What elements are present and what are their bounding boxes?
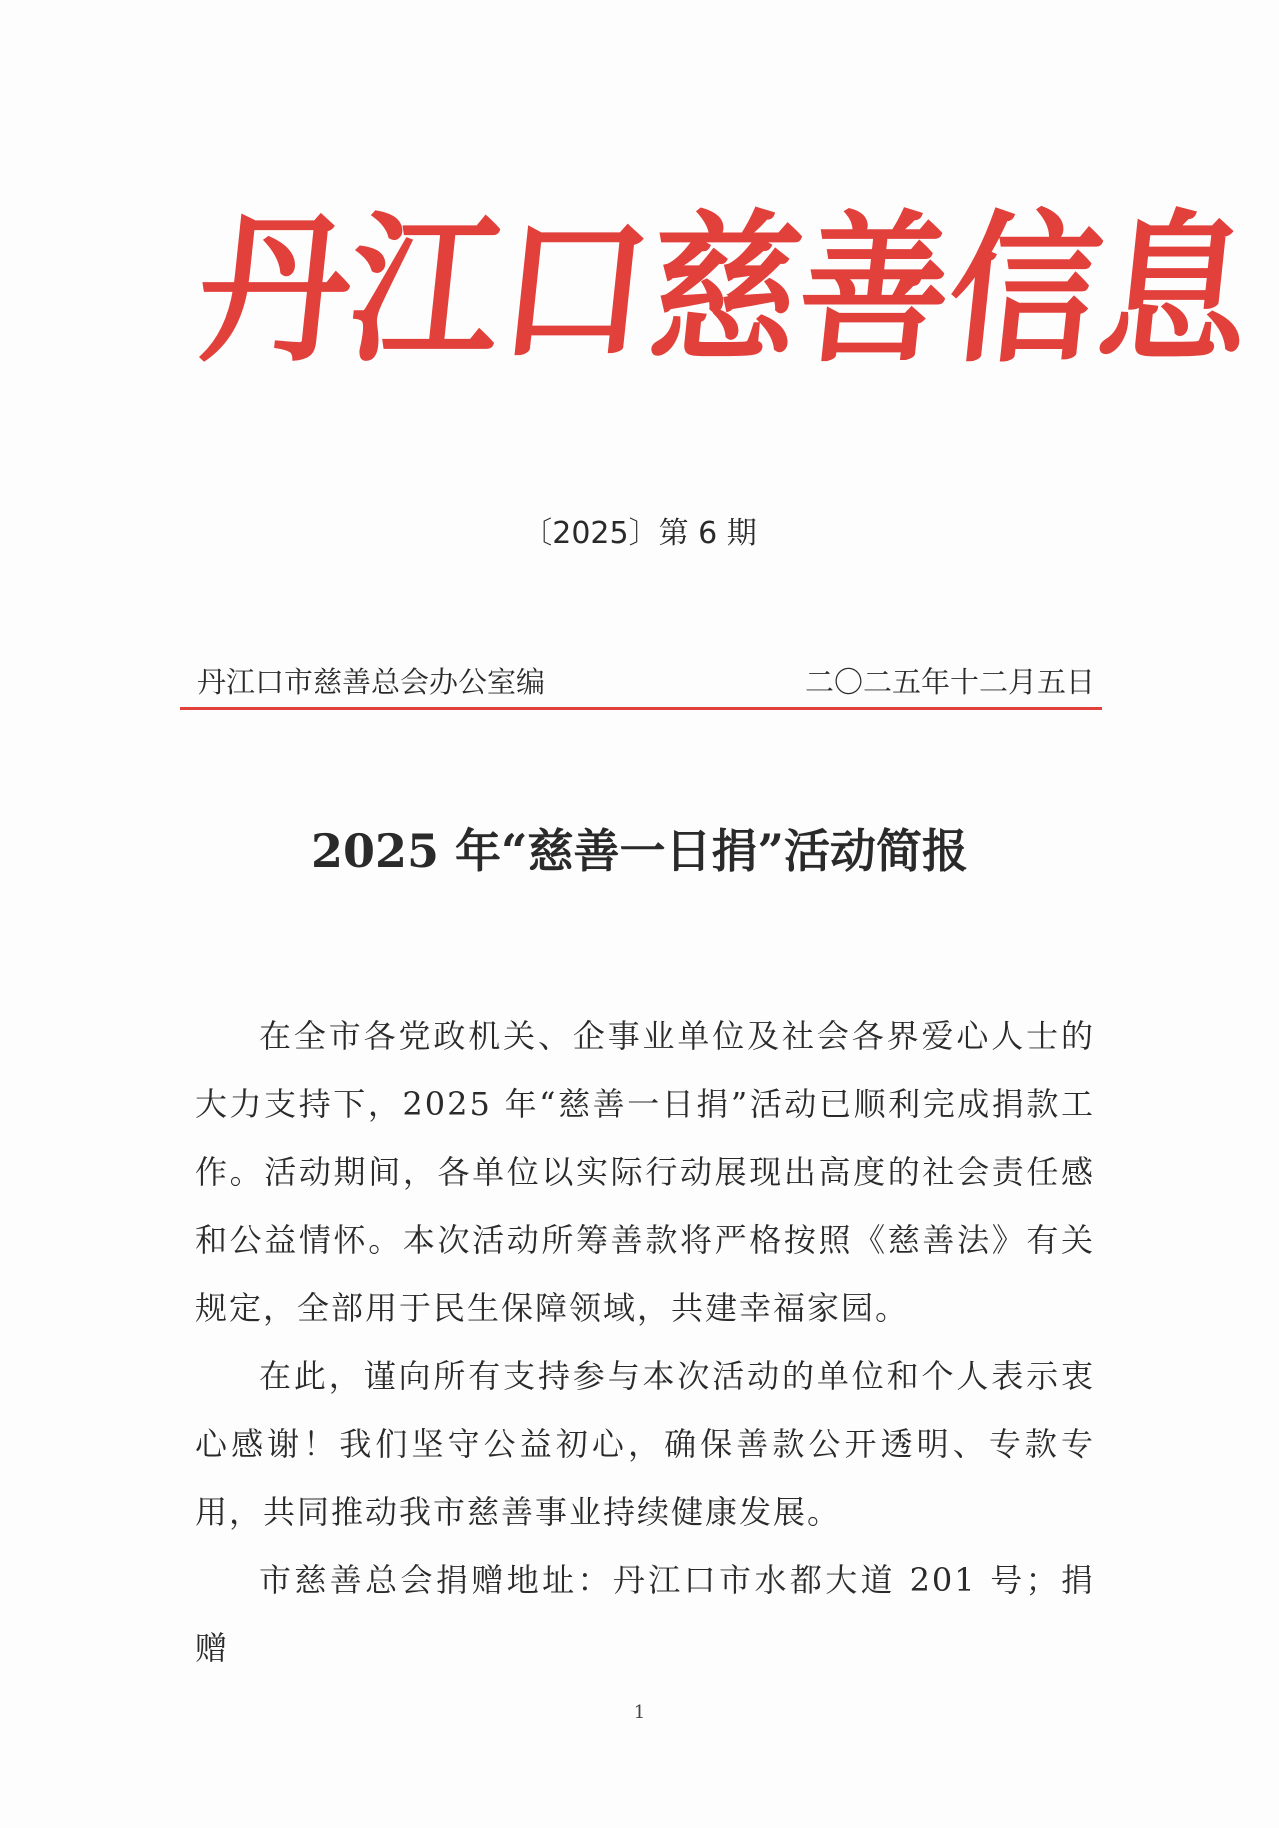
masthead-title — [190, 190, 1261, 390]
masthead-char: 口 — [490, 194, 661, 386]
paragraph: 市慈善总会捐赠地址：丹江口市水都大道 201 号；捐赠 — [195, 1561, 1095, 1667]
issue-number: 〔2025〕第 6 期 — [522, 516, 757, 551]
masthead-char: 息 — [1090, 194, 1261, 386]
meta-row — [197, 660, 1095, 701]
masthead-char: 江 — [340, 194, 511, 386]
paragraph: 在此，谨向所有支持参与本次活动的单位和个人表示衷心感谢！我们坚守公益初心，确保善款公开透明、专款专用，共同推动我市慈善事业持续健康发展。 — [195, 1357, 1095, 1531]
masthead-char: 慈 — [640, 194, 811, 386]
red-divider — [180, 707, 1102, 710]
masthead-char: 丹 — [190, 194, 361, 386]
article-body — [195, 1002, 1095, 1682]
article-title: 2025 年“慈善一日捐”活动简报 — [311, 824, 968, 878]
paragraph: 在全市各党政机关、企事业单位及社会各界爱心人士的大力支持下，2025 年“慈善一日捐”活动已顺利完成捐款工作。活动期间，各单位以实际行动展现出高度的社会责任感和公益情怀。本次活动所筹善款将严格按照《慈善法》有关规定，全部用于民生保障领域，共建幸福家园。 — [195, 1017, 1095, 1327]
publish-date: 二〇二五年十二月五日 — [804, 665, 1095, 699]
masthead-char: 信 — [940, 194, 1111, 386]
masthead-char: 善 — [790, 194, 961, 386]
page-number: 1 — [633, 1702, 646, 1723]
editor-label: 丹江口市慈善总会办公室编 — [197, 665, 546, 699]
